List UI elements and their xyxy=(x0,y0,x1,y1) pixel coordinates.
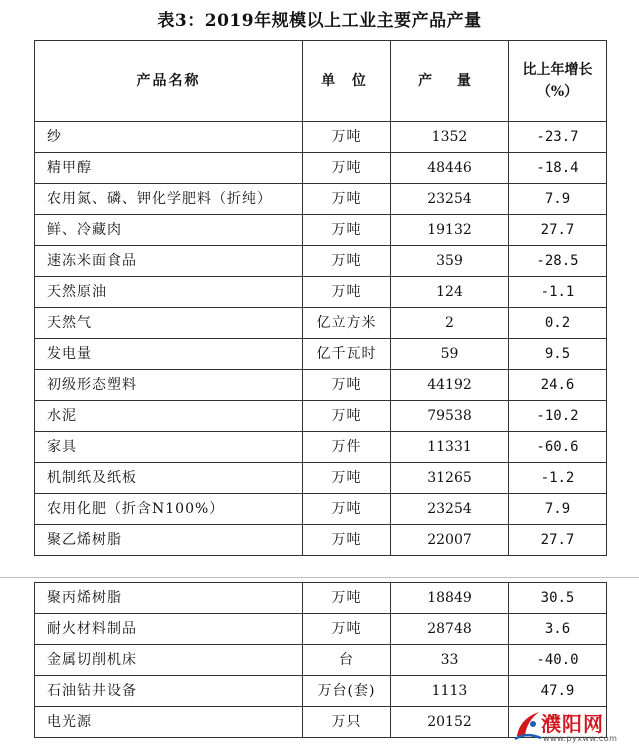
product-name-cell: 电光源 xyxy=(35,707,303,738)
change-cell: -60.6 xyxy=(509,432,607,463)
watermark-text: 濮阳网 xyxy=(541,712,604,736)
table-row xyxy=(35,676,607,707)
table-title: 表3：2019年规模以上工业主要产品产量 xyxy=(157,11,482,31)
table-row xyxy=(35,370,607,401)
product-name-cell: 鲜、冷藏肉 xyxy=(35,215,303,246)
unit-cell: 万吨 xyxy=(303,184,391,215)
table-header-row xyxy=(35,41,607,122)
output-cell: 28748 xyxy=(391,614,509,645)
unit-cell: 万台(套) xyxy=(303,676,391,707)
output-cell: 23254 xyxy=(391,494,509,525)
unit-cell: 万吨 xyxy=(303,215,391,246)
product-name-cell: 发电量 xyxy=(35,339,303,370)
table-body-top xyxy=(35,122,607,556)
unit-cell: 万只 xyxy=(303,707,391,738)
product-name-cell: 机制纸及纸板 xyxy=(35,463,303,494)
product-name-cell: 初级形态塑料 xyxy=(35,370,303,401)
unit-cell: 万吨 xyxy=(303,614,391,645)
table-row xyxy=(35,277,607,308)
unit-cell: 万吨 xyxy=(303,401,391,432)
unit-cell: 万吨 xyxy=(303,370,391,401)
product-name-cell: 聚丙烯树脂 xyxy=(35,583,303,614)
table-row xyxy=(35,122,607,153)
table-row xyxy=(35,184,607,215)
header-product-name: 产品名称 xyxy=(35,41,303,122)
unit-cell: 亿立方米 xyxy=(303,308,391,339)
product-name-cell: 农用氮、磷、钾化学肥料（折纯） xyxy=(35,184,303,215)
table-row xyxy=(35,463,607,494)
change-cell: -28.5 xyxy=(509,246,607,277)
table-row xyxy=(35,308,607,339)
unit-cell: 万吨 xyxy=(303,525,391,556)
change-cell: 7.9 xyxy=(509,494,607,525)
output-cell: 19132 xyxy=(391,215,509,246)
unit-cell: 万吨 xyxy=(303,122,391,153)
output-cell: 2 xyxy=(391,308,509,339)
change-cell: -40.0 xyxy=(509,645,607,676)
watermark-logo-icon xyxy=(513,706,543,742)
watermark-url: www.pyxww.com xyxy=(543,734,618,743)
unit-cell: 万吨 xyxy=(303,463,391,494)
output-cell: 23254 xyxy=(391,184,509,215)
output-cell: 18849 xyxy=(391,583,509,614)
output-cell: 22007 xyxy=(391,525,509,556)
output-cell: 359 xyxy=(391,246,509,277)
product-name-cell: 水泥 xyxy=(35,401,303,432)
table-row xyxy=(35,401,607,432)
product-name-cell: 家具 xyxy=(35,432,303,463)
header-change: 比上年增长（%） xyxy=(509,41,607,122)
change-cell: 27.7 xyxy=(509,525,607,556)
change-cell: 3.6 xyxy=(509,614,607,645)
unit-cell: 万件 xyxy=(303,432,391,463)
table-row xyxy=(35,153,607,184)
change-cell: 30.5 xyxy=(509,583,607,614)
output-cell: 59 xyxy=(391,339,509,370)
table-row xyxy=(35,583,607,614)
page-break-divider xyxy=(0,577,639,578)
change-cell: 24.6 xyxy=(509,370,607,401)
output-cell: 33 xyxy=(391,645,509,676)
output-cell: 1113 xyxy=(391,676,509,707)
unit-cell: 万吨 xyxy=(303,246,391,277)
output-cell: 11331 xyxy=(391,432,509,463)
unit-cell: 亿千瓦时 xyxy=(303,339,391,370)
product-name-cell: 金属切削机床 xyxy=(35,645,303,676)
unit-cell: 万吨 xyxy=(303,583,391,614)
change-cell: 47.9 xyxy=(509,676,607,707)
table-row xyxy=(35,525,607,556)
product-name-cell: 天然原油 xyxy=(35,277,303,308)
product-name-cell: 速冻米面食品 xyxy=(35,246,303,277)
table-row xyxy=(35,614,607,645)
header-unit: 单 位 xyxy=(303,41,391,122)
change-cell: -23.7 xyxy=(509,122,607,153)
change-cell: -1.1 xyxy=(509,277,607,308)
change-cell: -18.4 xyxy=(509,153,607,184)
product-output-table xyxy=(34,40,607,556)
change-cell: 7.9 xyxy=(509,184,607,215)
table-row xyxy=(35,432,607,463)
output-cell: 20152 xyxy=(391,707,509,738)
output-cell: 79538 xyxy=(391,401,509,432)
output-cell: 1352 xyxy=(391,122,509,153)
product-name-cell: 石油钻井设备 xyxy=(35,676,303,707)
site-watermark xyxy=(513,706,637,748)
output-cell: 31265 xyxy=(391,463,509,494)
product-name-cell: 农用化肥（折含N100%） xyxy=(35,494,303,525)
table-row xyxy=(35,645,607,676)
output-cell: 44192 xyxy=(391,370,509,401)
unit-cell: 万吨 xyxy=(303,277,391,308)
table-row xyxy=(35,215,607,246)
table-row xyxy=(35,339,607,370)
table-row xyxy=(35,494,607,525)
header-output: 产 量 xyxy=(391,41,509,122)
product-name-cell: 纱 xyxy=(35,122,303,153)
product-name-cell: 精甲醇 xyxy=(35,153,303,184)
unit-cell: 台 xyxy=(303,645,391,676)
output-cell: 48446 xyxy=(391,153,509,184)
product-name-cell: 聚乙烯树脂 xyxy=(35,525,303,556)
change-cell: 0.2 xyxy=(509,308,607,339)
unit-cell: 万吨 xyxy=(303,494,391,525)
change-cell: 27.7 xyxy=(509,215,607,246)
unit-cell: 万吨 xyxy=(303,153,391,184)
table-row xyxy=(35,246,607,277)
product-name-cell: 耐火材料制品 xyxy=(35,614,303,645)
output-cell: 124 xyxy=(391,277,509,308)
change-cell: -10.2 xyxy=(509,401,607,432)
change-cell: 9.5 xyxy=(509,339,607,370)
product-name-cell: 天然气 xyxy=(35,308,303,339)
change-cell: -1.2 xyxy=(509,463,607,494)
